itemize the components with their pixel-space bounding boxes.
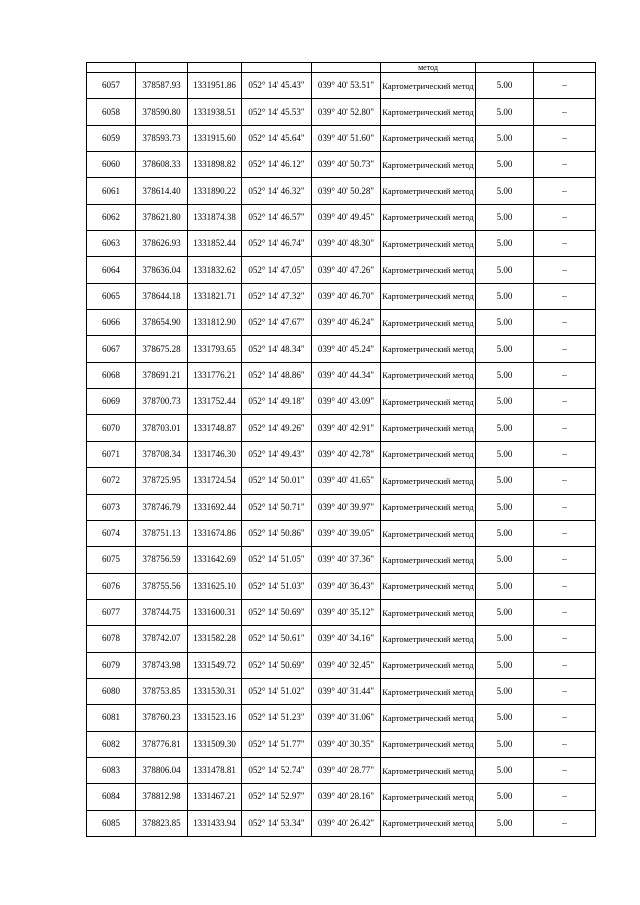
latitude-cell: 052° 14' 47.32" [242, 283, 312, 309]
x-coordinate-cell: 378614.40 [136, 178, 188, 204]
empty-cell [87, 63, 136, 73]
latitude-cell: 052° 14' 49.26" [242, 415, 312, 441]
accuracy-cell: 5.00 [476, 73, 534, 99]
table-row [87, 520, 596, 546]
note-cell: – [534, 152, 596, 178]
latitude-cell: 052° 14' 49.18" [242, 389, 312, 415]
method-cell: Картометрический метод [381, 468, 476, 494]
point-number-cell: 6084 [87, 784, 136, 810]
point-number-cell: 6079 [87, 652, 136, 678]
longitude-cell: 039° 40' 31.44" [312, 678, 381, 704]
latitude-cell: 052° 14' 49.43" [242, 441, 312, 467]
x-coordinate-cell: 378608.33 [136, 152, 188, 178]
latitude-cell: 052° 14' 47.67" [242, 310, 312, 336]
note-cell: – [534, 520, 596, 546]
empty-cell [136, 63, 188, 73]
point-number-cell: 6061 [87, 178, 136, 204]
longitude-cell: 039° 40' 50.28" [312, 178, 381, 204]
accuracy-cell: 5.00 [476, 336, 534, 362]
y-coordinate-cell: 1331467.21 [188, 784, 242, 810]
x-coordinate-cell: 378743.98 [136, 652, 188, 678]
note-cell: – [534, 441, 596, 467]
method-cell: Картометрический метод [381, 389, 476, 415]
longitude-cell: 039° 40' 42.91" [312, 415, 381, 441]
accuracy-cell: 5.00 [476, 152, 534, 178]
x-coordinate-cell: 378753.85 [136, 678, 188, 704]
y-coordinate-cell: 1331625.10 [188, 573, 242, 599]
longitude-cell: 039° 40' 36.43" [312, 573, 381, 599]
accuracy-cell: 5.00 [476, 810, 534, 836]
y-coordinate-cell: 1331951.86 [188, 73, 242, 99]
longitude-cell: 039° 40' 43.09" [312, 389, 381, 415]
y-coordinate-cell: 1331582.28 [188, 626, 242, 652]
table-row [87, 810, 596, 836]
point-number-cell: 6069 [87, 389, 136, 415]
latitude-cell: 052° 14' 48.86" [242, 362, 312, 388]
empty-cell [534, 63, 596, 73]
longitude-cell: 039° 40' 30.35" [312, 731, 381, 757]
accuracy-cell: 5.00 [476, 731, 534, 757]
continuation-method-cell: метод [381, 63, 476, 73]
table-row [87, 152, 596, 178]
latitude-cell: 052° 14' 51.05" [242, 547, 312, 573]
x-coordinate-cell: 378755.56 [136, 573, 188, 599]
note-cell: – [534, 705, 596, 731]
latitude-cell: 052° 14' 51.03" [242, 573, 312, 599]
method-cell: Картометрический метод [381, 757, 476, 783]
point-number-cell: 6066 [87, 310, 136, 336]
method-cell: Картометрический метод [381, 310, 476, 336]
accuracy-cell: 5.00 [476, 362, 534, 388]
point-number-cell: 6078 [87, 626, 136, 652]
table-row [87, 705, 596, 731]
method-cell: Картометрический метод [381, 257, 476, 283]
latitude-cell: 052° 14' 50.01" [242, 468, 312, 494]
accuracy-cell: 5.00 [476, 415, 534, 441]
method-cell: Картометрический метод [381, 152, 476, 178]
coordinates-table [86, 62, 596, 837]
table-row [87, 73, 596, 99]
accuracy-cell: 5.00 [476, 494, 534, 520]
method-cell: Картометрический метод [381, 336, 476, 362]
longitude-cell: 039° 40' 49.45" [312, 204, 381, 230]
point-number-cell: 6057 [87, 73, 136, 99]
longitude-cell: 039° 40' 35.12" [312, 599, 381, 625]
point-number-cell: 6058 [87, 99, 136, 125]
point-number-cell: 6065 [87, 283, 136, 309]
x-coordinate-cell: 378725.95 [136, 468, 188, 494]
method-cell: Картометрический метод [381, 178, 476, 204]
latitude-cell: 052° 14' 50.86" [242, 520, 312, 546]
x-coordinate-cell: 378760.23 [136, 705, 188, 731]
method-cell: Картометрический метод [381, 204, 476, 230]
note-cell: – [534, 415, 596, 441]
y-coordinate-cell: 1331852.44 [188, 231, 242, 257]
latitude-cell: 052° 14' 45.53" [242, 99, 312, 125]
y-coordinate-cell: 1331874.38 [188, 204, 242, 230]
note-cell: – [534, 310, 596, 336]
table-row [87, 231, 596, 257]
empty-cell [476, 63, 534, 73]
note-cell: – [534, 257, 596, 283]
method-cell: Картометрический метод [381, 283, 476, 309]
x-coordinate-cell: 378691.21 [136, 362, 188, 388]
y-coordinate-cell: 1331793.65 [188, 336, 242, 362]
y-coordinate-cell: 1331530.31 [188, 678, 242, 704]
accuracy-cell: 5.00 [476, 652, 534, 678]
latitude-cell: 052° 14' 52.97" [242, 784, 312, 810]
empty-cell [242, 63, 312, 73]
longitude-cell: 039° 40' 50.73" [312, 152, 381, 178]
longitude-cell: 039° 40' 48.30" [312, 231, 381, 257]
x-coordinate-cell: 378806.04 [136, 757, 188, 783]
longitude-cell: 039° 40' 45.24" [312, 336, 381, 362]
x-coordinate-cell: 378675.28 [136, 336, 188, 362]
accuracy-cell: 5.00 [476, 599, 534, 625]
longitude-cell: 039° 40' 34.16" [312, 626, 381, 652]
y-coordinate-cell: 1331898.82 [188, 152, 242, 178]
accuracy-cell: 5.00 [476, 389, 534, 415]
accuracy-cell: 5.00 [476, 125, 534, 151]
note-cell: – [534, 678, 596, 704]
accuracy-cell: 5.00 [476, 784, 534, 810]
point-number-cell: 6067 [87, 336, 136, 362]
latitude-cell: 052° 14' 46.74" [242, 231, 312, 257]
note-cell: – [534, 626, 596, 652]
latitude-cell: 052° 14' 51.23" [242, 705, 312, 731]
table-row [87, 494, 596, 520]
y-coordinate-cell: 1331642.69 [188, 547, 242, 573]
method-cell: Картометрический метод [381, 626, 476, 652]
empty-cell [312, 63, 381, 73]
method-cell: Картометрический метод [381, 362, 476, 388]
table-row [87, 336, 596, 362]
x-coordinate-cell: 378700.73 [136, 389, 188, 415]
table-row [87, 784, 596, 810]
accuracy-cell: 5.00 [476, 441, 534, 467]
note-cell: – [534, 784, 596, 810]
table-row [87, 415, 596, 441]
table-row [87, 652, 596, 678]
method-cell: Картометрический метод [381, 678, 476, 704]
note-cell: – [534, 231, 596, 257]
latitude-cell: 052° 14' 46.57" [242, 204, 312, 230]
note-cell: – [534, 731, 596, 757]
longitude-cell: 039° 40' 39.05" [312, 520, 381, 546]
longitude-cell: 039° 40' 46.24" [312, 310, 381, 336]
x-coordinate-cell: 378742.07 [136, 626, 188, 652]
accuracy-cell: 5.00 [476, 283, 534, 309]
table-row [87, 731, 596, 757]
accuracy-cell: 5.00 [476, 178, 534, 204]
y-coordinate-cell: 1331674.86 [188, 520, 242, 546]
x-coordinate-cell: 378587.93 [136, 73, 188, 99]
method-cell: Картометрический метод [381, 415, 476, 441]
note-cell: – [534, 652, 596, 678]
accuracy-cell: 5.00 [476, 547, 534, 573]
note-cell: – [534, 547, 596, 573]
table-row [87, 573, 596, 599]
point-number-cell: 6083 [87, 757, 136, 783]
x-coordinate-cell: 378621.80 [136, 204, 188, 230]
method-cell: Картометрический метод [381, 125, 476, 151]
latitude-cell: 052° 14' 45.43" [242, 73, 312, 99]
note-cell: – [534, 810, 596, 836]
longitude-cell: 039° 40' 31.06" [312, 705, 381, 731]
longitude-cell: 039° 40' 28.77" [312, 757, 381, 783]
point-number-cell: 6059 [87, 125, 136, 151]
y-coordinate-cell: 1331433.94 [188, 810, 242, 836]
y-coordinate-cell: 1331746.30 [188, 441, 242, 467]
point-number-cell: 6063 [87, 231, 136, 257]
table-row [87, 362, 596, 388]
x-coordinate-cell: 378644.18 [136, 283, 188, 309]
note-cell: – [534, 573, 596, 599]
note-cell: – [534, 336, 596, 362]
longitude-cell: 039° 40' 51.60" [312, 125, 381, 151]
y-coordinate-cell: 1331776.21 [188, 362, 242, 388]
note-cell: – [534, 599, 596, 625]
method-cell: Картометрический метод [381, 573, 476, 599]
accuracy-cell: 5.00 [476, 99, 534, 125]
note-cell: – [534, 362, 596, 388]
note-cell: – [534, 494, 596, 520]
point-number-cell: 6077 [87, 599, 136, 625]
point-number-cell: 6073 [87, 494, 136, 520]
latitude-cell: 052° 14' 51.02" [242, 678, 312, 704]
point-number-cell: 6074 [87, 520, 136, 546]
note-cell: – [534, 178, 596, 204]
table-row [87, 99, 596, 125]
continuation-row [87, 63, 596, 73]
method-cell: Картометрический метод [381, 73, 476, 99]
x-coordinate-cell: 378590.80 [136, 99, 188, 125]
x-coordinate-cell: 378744.75 [136, 599, 188, 625]
point-number-cell: 6085 [87, 810, 136, 836]
y-coordinate-cell: 1331549.72 [188, 652, 242, 678]
y-coordinate-cell: 1331832.62 [188, 257, 242, 283]
point-number-cell: 6060 [87, 152, 136, 178]
table-row [87, 125, 596, 151]
longitude-cell: 039° 40' 53.51" [312, 73, 381, 99]
table-row [87, 441, 596, 467]
x-coordinate-cell: 378751.13 [136, 520, 188, 546]
method-cell: Картометрический метод [381, 494, 476, 520]
table-row [87, 468, 596, 494]
x-coordinate-cell: 378776.81 [136, 731, 188, 757]
table-row [87, 547, 596, 573]
y-coordinate-cell: 1331478.81 [188, 757, 242, 783]
method-cell: Картометрический метод [381, 99, 476, 125]
y-coordinate-cell: 1331600.31 [188, 599, 242, 625]
accuracy-cell: 5.00 [476, 678, 534, 704]
accuracy-cell: 5.00 [476, 231, 534, 257]
latitude-cell: 052° 14' 50.69" [242, 599, 312, 625]
accuracy-cell: 5.00 [476, 573, 534, 599]
point-number-cell: 6081 [87, 705, 136, 731]
y-coordinate-cell: 1331890.22 [188, 178, 242, 204]
longitude-cell: 039° 40' 52.80" [312, 99, 381, 125]
point-number-cell: 6075 [87, 547, 136, 573]
x-coordinate-cell: 378708.34 [136, 441, 188, 467]
table-row [87, 599, 596, 625]
table-row [87, 283, 596, 309]
longitude-cell: 039° 40' 39.97" [312, 494, 381, 520]
note-cell: – [534, 125, 596, 151]
longitude-cell: 039° 40' 46.70" [312, 283, 381, 309]
table-row [87, 757, 596, 783]
accuracy-cell: 5.00 [476, 257, 534, 283]
table-row [87, 204, 596, 230]
empty-cell [188, 63, 242, 73]
x-coordinate-cell: 378703.01 [136, 415, 188, 441]
longitude-cell: 039° 40' 44.34" [312, 362, 381, 388]
method-cell: Картометрический метод [381, 599, 476, 625]
point-number-cell: 6072 [87, 468, 136, 494]
note-cell: – [534, 757, 596, 783]
table-row [87, 626, 596, 652]
point-number-cell: 6071 [87, 441, 136, 467]
note-cell: – [534, 204, 596, 230]
accuracy-cell: 5.00 [476, 468, 534, 494]
y-coordinate-cell: 1331821.71 [188, 283, 242, 309]
x-coordinate-cell: 378823.85 [136, 810, 188, 836]
y-coordinate-cell: 1331915.60 [188, 125, 242, 151]
point-number-cell: 6080 [87, 678, 136, 704]
x-coordinate-cell: 378746.79 [136, 494, 188, 520]
latitude-cell: 052° 14' 50.71" [242, 494, 312, 520]
latitude-cell: 052° 14' 46.32" [242, 178, 312, 204]
method-cell: Картометрический метод [381, 520, 476, 546]
table-body [87, 63, 596, 837]
y-coordinate-cell: 1331724.54 [188, 468, 242, 494]
longitude-cell: 039° 40' 26.42" [312, 810, 381, 836]
longitude-cell: 039° 40' 41.65" [312, 468, 381, 494]
point-number-cell: 6082 [87, 731, 136, 757]
table-row [87, 178, 596, 204]
latitude-cell: 052° 14' 45.64" [242, 125, 312, 151]
accuracy-cell: 5.00 [476, 310, 534, 336]
latitude-cell: 052° 14' 48.34" [242, 336, 312, 362]
table-row [87, 257, 596, 283]
method-cell: Картометрический метод [381, 441, 476, 467]
point-number-cell: 6068 [87, 362, 136, 388]
latitude-cell: 052° 14' 50.61" [242, 626, 312, 652]
note-cell: – [534, 283, 596, 309]
x-coordinate-cell: 378654.90 [136, 310, 188, 336]
y-coordinate-cell: 1331509.30 [188, 731, 242, 757]
point-number-cell: 6062 [87, 204, 136, 230]
method-cell: Картометрический метод [381, 810, 476, 836]
method-cell: Картометрический метод [381, 547, 476, 573]
y-coordinate-cell: 1331752.44 [188, 389, 242, 415]
accuracy-cell: 5.00 [476, 520, 534, 546]
y-coordinate-cell: 1331938.51 [188, 99, 242, 125]
accuracy-cell: 5.00 [476, 204, 534, 230]
note-cell: – [534, 73, 596, 99]
method-cell: Картометрический метод [381, 652, 476, 678]
point-number-cell: 6064 [87, 257, 136, 283]
x-coordinate-cell: 378636.04 [136, 257, 188, 283]
method-cell: Картометрический метод [381, 731, 476, 757]
latitude-cell: 052° 14' 47.05" [242, 257, 312, 283]
note-cell: – [534, 389, 596, 415]
longitude-cell: 039° 40' 32.45" [312, 652, 381, 678]
longitude-cell: 039° 40' 37.36" [312, 547, 381, 573]
point-number-cell: 6076 [87, 573, 136, 599]
accuracy-cell: 5.00 [476, 757, 534, 783]
point-number-cell: 6070 [87, 415, 136, 441]
method-cell: Картометрический метод [381, 705, 476, 731]
note-cell: – [534, 468, 596, 494]
accuracy-cell: 5.00 [476, 705, 534, 731]
x-coordinate-cell: 378756.59 [136, 547, 188, 573]
longitude-cell: 039° 40' 28.16" [312, 784, 381, 810]
y-coordinate-cell: 1331692.44 [188, 494, 242, 520]
y-coordinate-cell: 1331523.16 [188, 705, 242, 731]
latitude-cell: 052° 14' 51.77" [242, 731, 312, 757]
longitude-cell: 039° 40' 47.26" [312, 257, 381, 283]
accuracy-cell: 5.00 [476, 626, 534, 652]
method-cell: Картометрический метод [381, 231, 476, 257]
x-coordinate-cell: 378812.98 [136, 784, 188, 810]
y-coordinate-cell: 1331748.87 [188, 415, 242, 441]
note-cell: – [534, 99, 596, 125]
latitude-cell: 052° 14' 50.69" [242, 652, 312, 678]
table-row [87, 310, 596, 336]
table-row [87, 678, 596, 704]
latitude-cell: 052° 14' 46.12" [242, 152, 312, 178]
latitude-cell: 052° 14' 52.74" [242, 757, 312, 783]
y-coordinate-cell: 1331812.90 [188, 310, 242, 336]
longitude-cell: 039° 40' 42.78" [312, 441, 381, 467]
x-coordinate-cell: 378626.93 [136, 231, 188, 257]
table-row [87, 389, 596, 415]
x-coordinate-cell: 378593.73 [136, 125, 188, 151]
method-cell: Картометрический метод [381, 784, 476, 810]
latitude-cell: 052° 14' 53.34" [242, 810, 312, 836]
